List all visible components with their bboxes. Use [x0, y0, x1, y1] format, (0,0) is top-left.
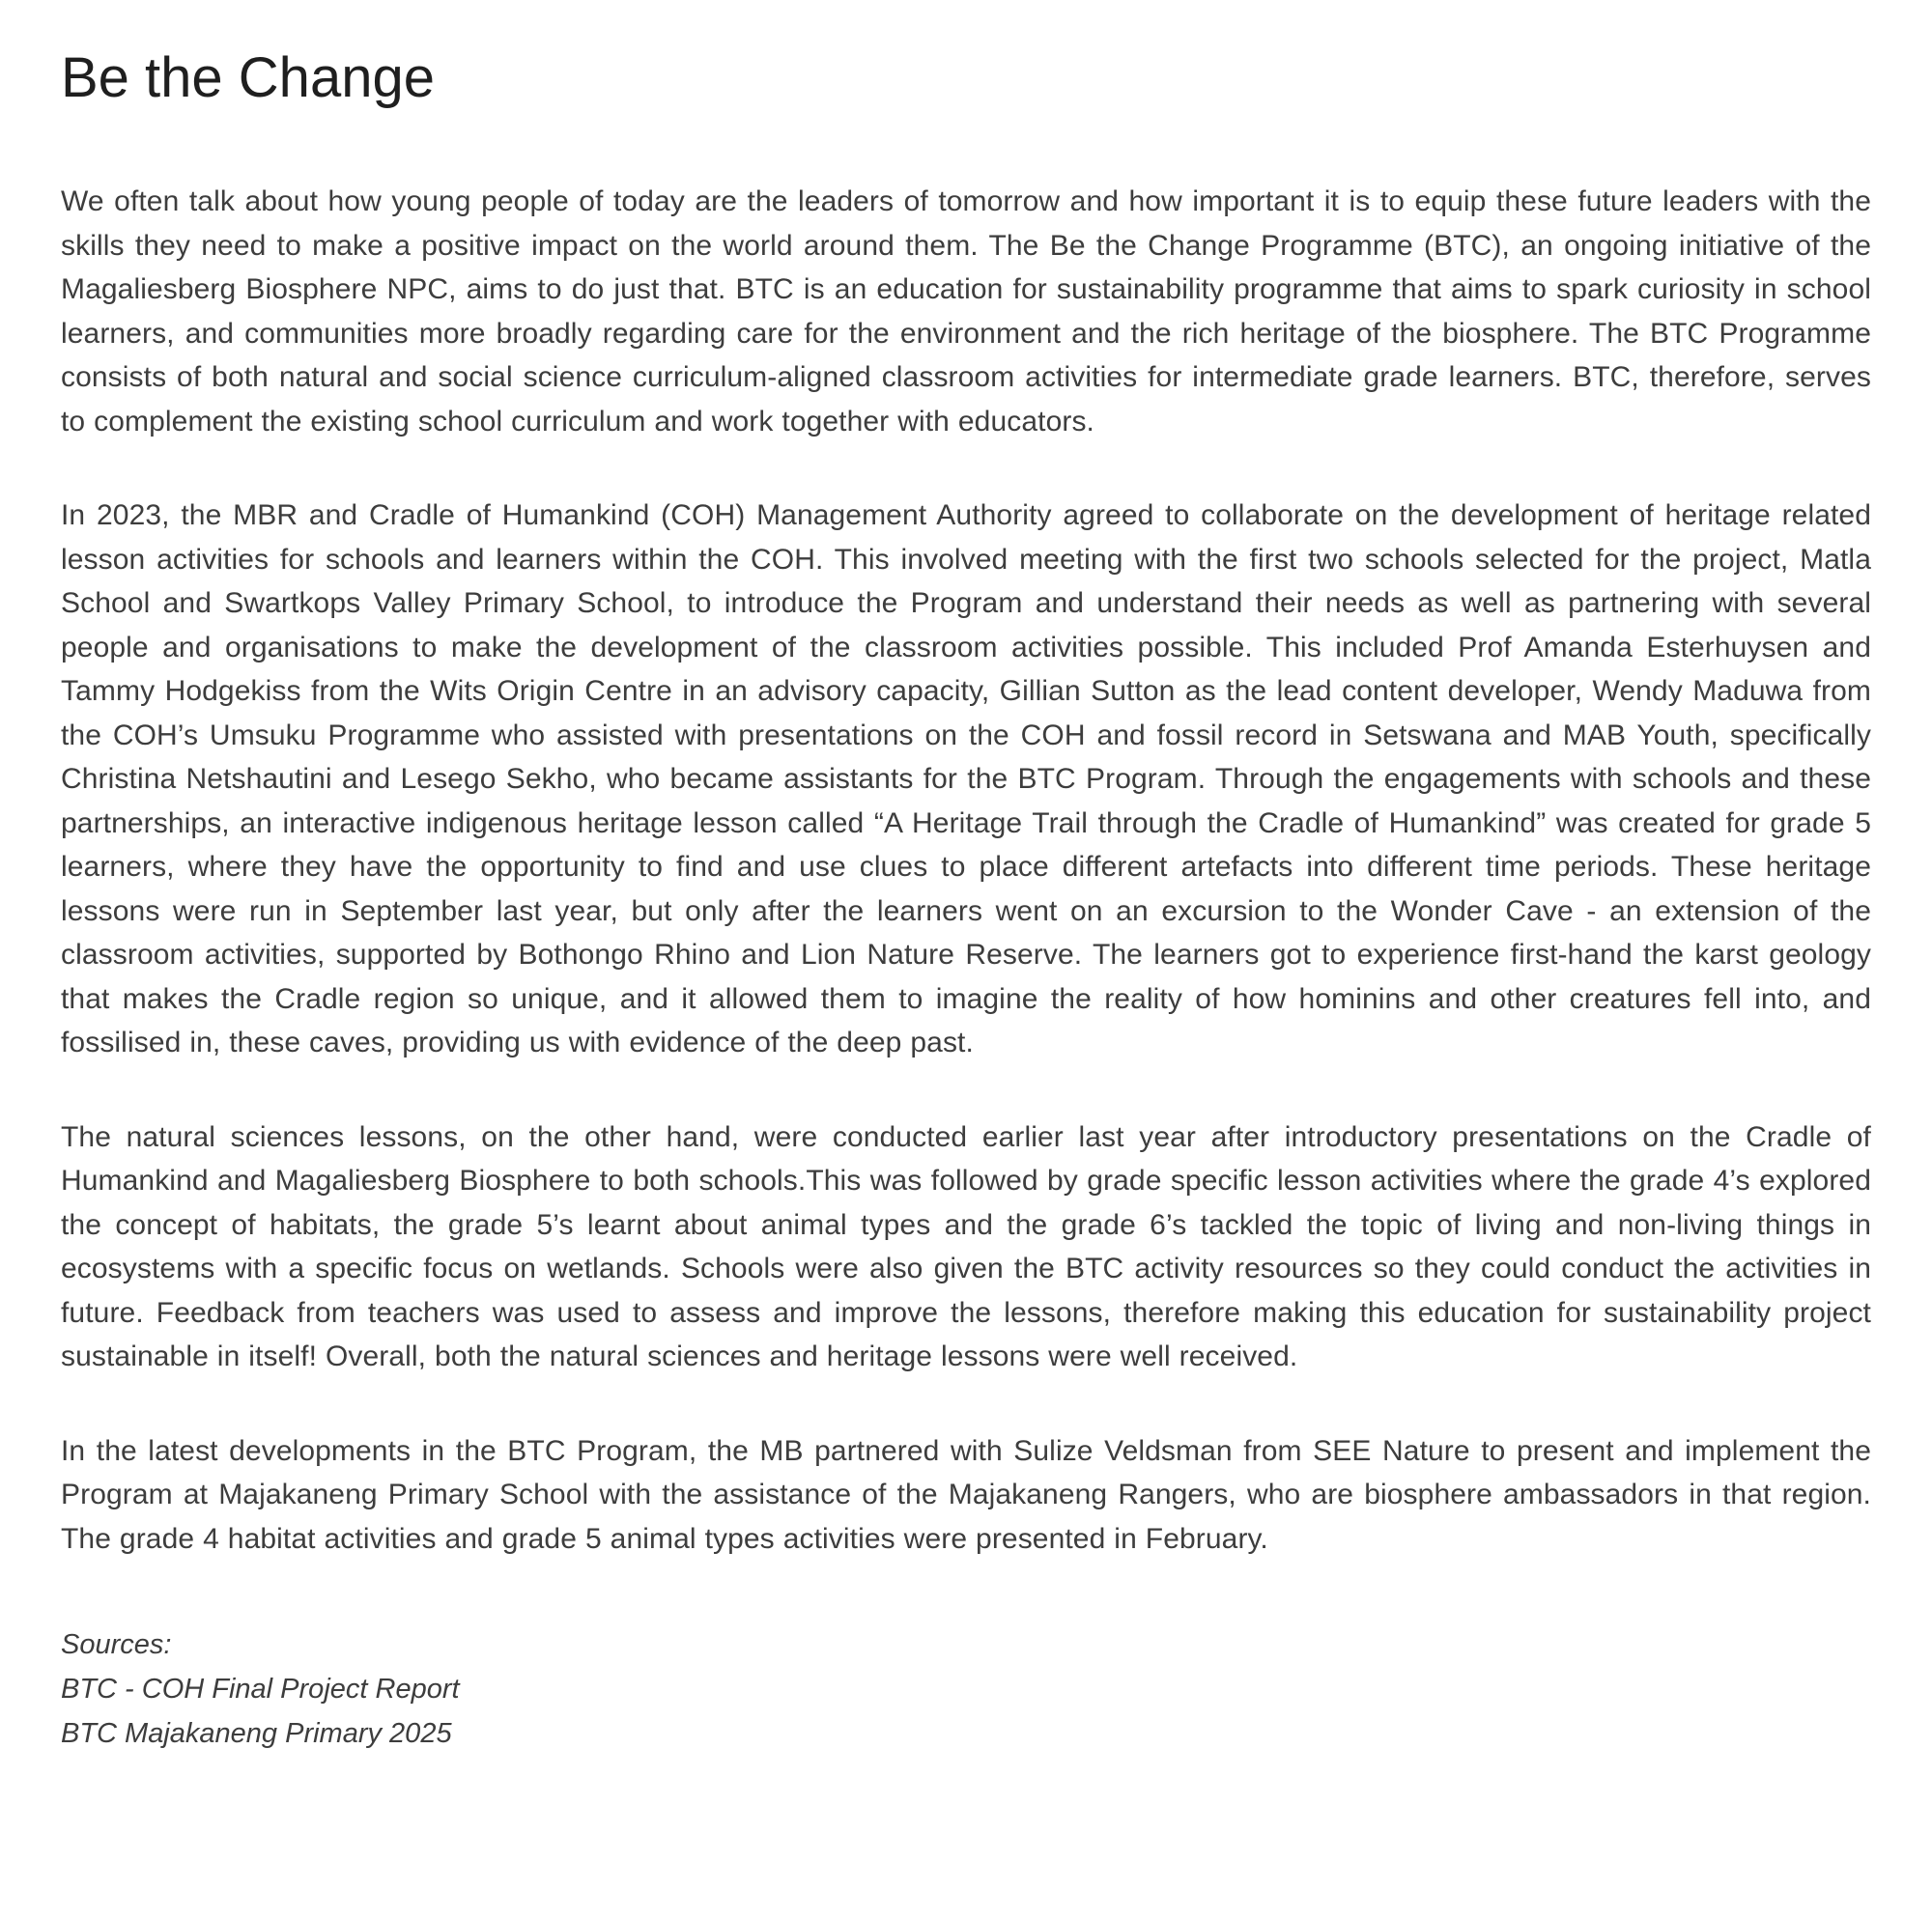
- source-item: BTC Majakaneng Primary 2025: [61, 1718, 452, 1749]
- paragraph-intro: We often talk about how young people of today are the leaders of tomorrow and how important it is to equip these future leaders with the skills they need to make a positive impact on the world around them. The Be the Change Programme (BTC), an ongoing initiative of the Magaliesberg Biosphere NPC, aims to do just that. BTC is an education for sustainability programme that aims to spark curiosity in school learners, and communities more broadly regarding care for the environment and the rich heritage of the biosphere. The BTC Programme consists of both natural and social science curriculum-aligned classroom activities for intermediate grade learners. BTC, therefore, serves to complement the existing school curriculum and work together with educators.: [61, 185, 1871, 437]
- article-body: [61, 180, 1871, 1561]
- sources-section: [61, 1622, 1871, 1756]
- source-item: BTC - COH Final Project Report: [61, 1674, 460, 1705]
- sources-label: Sources:: [61, 1629, 172, 1660]
- page-title: Be the Change: [61, 46, 435, 109]
- paragraph-natural-sciences: The natural sciences lessons, on the other hand, were conducted earlier last year after introductory presentations on the Cradle of Humankind and Magaliesberg Biosphere to both schools.This was followed by grade specific lesson activities where the grade 4’s explored the concept of habitats, the grade 5’s learnt about animal types and the grade 6’s tackled the topic of living and non-living things in ecosystems with a specific focus on wetlands. Schools were also given the BTC activity resources so they could conduct the activities in future. Feedback from teachers was used to assess and improve the lessons, therefore making this education for sustainability project sustainable in itself! Overall, both the natural sciences and heritage lessons were well received.: [61, 1120, 1871, 1372]
- paragraph-latest-developments: In the latest developments in the BTC Program, the MB partnered with Sulize Veldsman from SEE Nature to present and implement the Program at Majakaneng Primary School with the assistance of the Majakaneng Rangers, who are biosphere ambassadors in that region. The grade 4 habitat activities and grade 5 animal types activities were presented in February.: [61, 1434, 1871, 1555]
- paragraph-heritage-collaboration: In 2023, the MBR and Cradle of Humankind (COH) Management Authority agreed to collaborate on the development of heritage related lesson activities for schools and learners within the COH. This involved meeting with the first two schools selected for the project, Matla School and Swartkops Valley Primary School, to introduce the Program and understand their needs as well as partnering with several people and organisations to make the development of the classroom activities possible. This included Prof Amanda Esterhuysen and Tammy Hodgekiss from the Wits Origin Centre in an advisory capacity, Gillian Sutton as the lead content developer, Wendy Maduwa from the COH’s Umsuku Programme who assisted with presentations on the COH and fossil record in Setswana and MAB Youth, specifically Christina Netshautini and Lesego Sekho, who became assistants for the BTC Program. Through the engagements with schools and these partnerships, an interactive indigenous heritage lesson called “A Heritage Trail through the Cradle of Humankind” was created for grade 5 learners, where they have the opportunity to find and use clues to place different artefacts into different time periods. These heritage lessons were run in September last year, but only after the learners went on an excursion to the Wonder Cave - an extension of the classroom activities, supported by Bothongo Rhino and Lion Nature Reserve. The learners got to experience first-hand the karst geology that makes the Cradle region so unique, and it allowed them to imagine the reality of how hominins and other creatures fell into, and fossilised in, these caves, providing us with evidence of the deep past.: [61, 499, 1871, 1058]
